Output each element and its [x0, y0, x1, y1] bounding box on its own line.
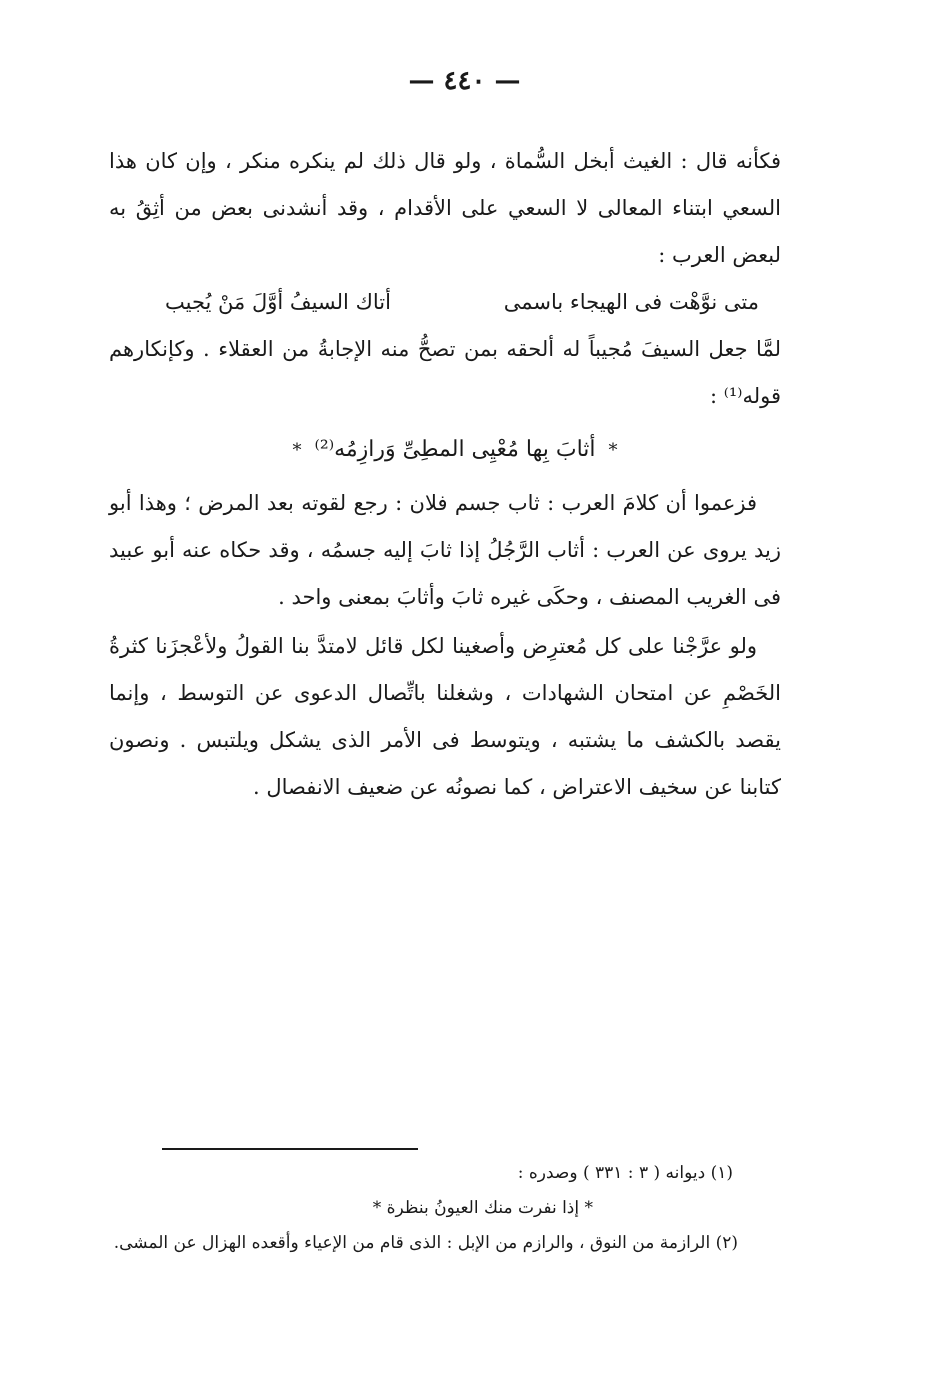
- verse-1-second-hemistich: أتاك السيفُ أوَّلَ مَنْ يُجيب: [165, 290, 391, 314]
- star-ornament-right: *: [608, 440, 618, 461]
- verse-2: [109, 426, 781, 474]
- footnote-1: (١) ديوانه ( ٣ : ٣٣١ ) وصدره :: [517, 1163, 733, 1183]
- main-text: [109, 138, 781, 811]
- verse-1-first-hemistich: متى نوَّهْت فى الهيجاء باسمى: [503, 290, 759, 314]
- paragraph-1: فكأنه قال : الغيث أبخل السُّماة ، ولو قال ذلك لم ينكره منكر ، وإن كان هذا السعي ابتناء المعالى لا السعي على الأقدام ، وقد أنشدنى بعض من أثِقُ به لبعض العرب :: [109, 149, 781, 267]
- footnote-1-verse: * إذا نفرت منك العيونُ بنظرة *: [372, 1198, 593, 1218]
- paragraph-4: ولو عرَّجْنا على كل مُعترِض وأصغينا لكل قائل لامتدَّ بنا القولُ ولأعْجزَنا كثرةُ الخَصْمِ عن امتحان الشهادات ، وشغلنا باتِّصال الدعوى عن التوسط ، وإنما يقصد بالكشف ما يشتبه ، ويتوسط فى الأمر الذى يشكل ويلتبس . ونصون كتابنا عن سخيف الاعتراض ، كما نصونُه عن ضعيف الانفصال .: [109, 634, 781, 799]
- verse-2-text: أثابَ بِها مُعْيِى المطِىِّ وَرازِمُه⁽²⁾: [314, 437, 596, 462]
- paragraph-2: لمَّا جعل السيفَ مُجيباً له ألحقه بمن تصحُّ منه الإجابةُ من العقلاء . وكإنكارهم قوله⁽¹⁾ :: [109, 337, 781, 408]
- paragraph-3: فزعموا أن كلامَ العرب : ثاب جسم فلان : رجع لقوته بعد المرض ؛ وهذا أبو زيد يروى عن العرب : أثاب الرَّجُلُ إذا ثابَ إليه جسمُه ، وقد حكاه عنه أبو عبيد فى الغريب المصنف ، وحكَى غيره ثابَ وأثابَ بمعنى واحد .: [109, 491, 781, 609]
- footnote-2: (٢) الرازمة من النوق ، والرازم من الإبل : الذى قام من الإعياء وأقعده الهزال عن المشى.: [113, 1233, 738, 1253]
- verse-1: [109, 279, 781, 326]
- star-ornament-left: *: [292, 440, 302, 461]
- footnotes: [113, 1156, 738, 1261]
- page-number: — ٤٤٠ —: [408, 66, 521, 96]
- footnote-separator: [162, 1148, 418, 1150]
